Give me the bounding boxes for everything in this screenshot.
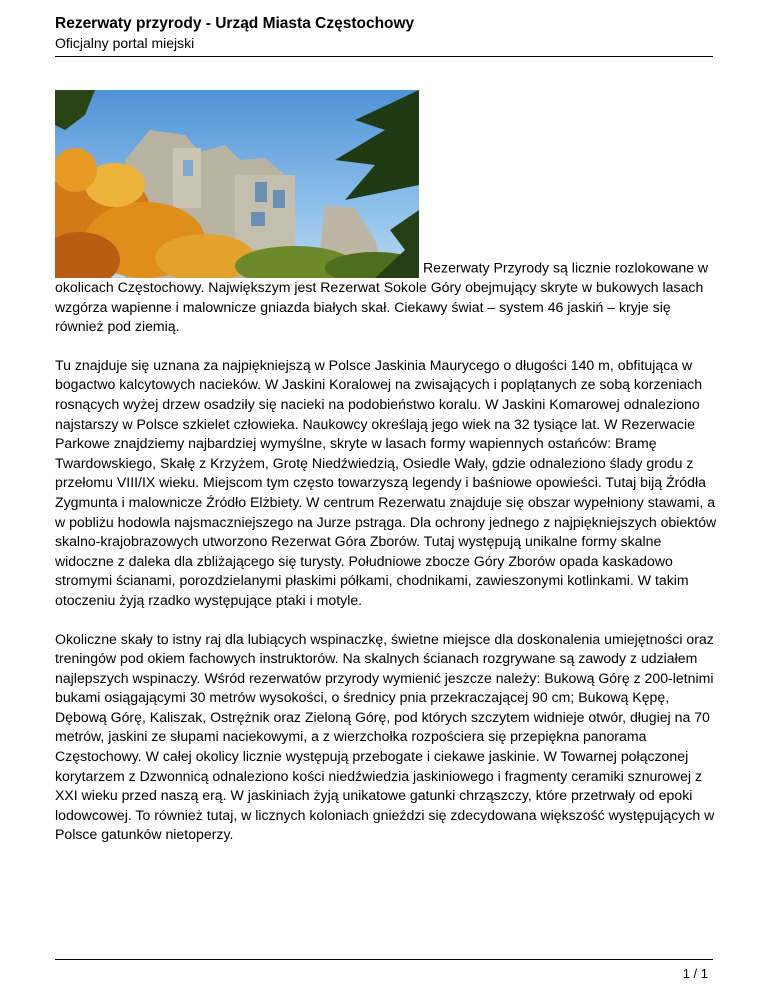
article-paragraph-1-text: Rezerwaty Przyrody są licznie rozlokowane w okolicach Częstochowy. Największym jest Rezerwat Sokole Góry obejmujący skryte w bukowych lasach wzgórza wapienne i malownicze gniazda białych skał. Ciekawy świat – system 46 jaskiń – kryje się również pod ziemią. (55, 259, 709, 335)
header-divider (55, 56, 713, 57)
page-header (55, 14, 713, 52)
castle-ruins-photo-icon (55, 90, 419, 278)
article-paragraph-1 (55, 90, 718, 337)
footer-divider (55, 959, 713, 960)
article-paragraph-3: Okoliczne skały to istny raj dla lubiących wspinaczkę, świetne miejsce dla doskonalenia umiejętności oraz treningów pod okiem fachowych instruktorów. Na skalnych ścianach rozgrywane są zawody z udziałem najlepszych wspinaczy. Wśród rezerwatów przyrody wymienić jeszcze należy: Bukową Górę z 200-letnimi bukami osiągającymi 30 metrów wysokości, o średnicy pnia przekraczającej 90 cm; Bukową Kępę, Dębową Górę, Kaliszak, Ostrężnik oraz Zieloną Górę, pod których szczytem widnieje otwór, długiej na 70 metrów, jaskini ze słupami naciekowymi, a z wierzchołka rozpościera się przepiękna panorama Częstochowy. W całej okolicy licznie występują przebogate i ciekawe jaskinie. W Towarnej połączonej korytarzem z Dzwonnicą odnaleziono kości niedźwiedzia jaskiniowego i fragmenty ceramiki sznurowej z XXI wieku przed naszą erą. W jaskiniach żyją unikatowe gatunki chrząszczy, które przetrwały od epoki lodowcowej. To również tutaj, w licznych koloniach gnieździ się zdecydowana większość występujących w Polsce gatunków nietoperzy. (55, 630, 715, 843)
article-paragraph-2: Tu znajduje się uznana za najpiękniejszą w Polsce Jaskinia Maurycego o długości 140 m, obfitująca w bogactwo kalcytowych nacieków. W Jaskini Koralowej na zwisających i poplątanych ze sobą korzeniach rosnących wyżej drzew osadziły się nacieki na podobieństwo koralu. W Jaskini Komarowej odnaleziono najstarszy w Polsce szkielet człowieka. Naukowcy określają jego wiek na 32 tysiące lat. W Rezerwacie Parkowe znajdziemy najbardziej wymyślne, skryte w lasach formy wapiennych ostańców: Bramę Twardowskiego, Skałę z Krzyżem, Grotę Niedźwiedzią, Osiedle Wały, gdzie odnaleziono ślady grodu z przełomu VIII/IX wieku. Miejscom tym często towarzyszą legendy i baśniowe opowieści. Tutaj biją Źródła Zygmunta i malownicze Źródło Elżbiety. W centrum Rezerwatu znajduje się obszar wypełniony stawami, a w pobliżu hodowla najsmaczniejszego na Jurze pstrąga. Dla ochrony jednego z najpiękniejszych obiektów skalno-krajobrazowych utworzono Rezerwat Góra Zborów. Tutaj występują unikalne formy skalne widoczne z daleka dla zbliżającego się turysty. Południowe zbocze Góry Zborów opada kaskadowo stromymi ścianami, porozdzielanymi płaskimi półkami, chodnikami, zawieszonymi kotlinkami. W takim otoczeniu żyją rzadko występujące ptaki i motyle. (55, 356, 717, 608)
site-title: Rezerwaty przyrody - Urząd Miasta Częstochowy (55, 15, 415, 32)
site-subtitle: Oficjalny portal miejski (55, 35, 195, 51)
page-number: 1 / 1 (682, 966, 708, 981)
article-body (55, 90, 718, 864)
